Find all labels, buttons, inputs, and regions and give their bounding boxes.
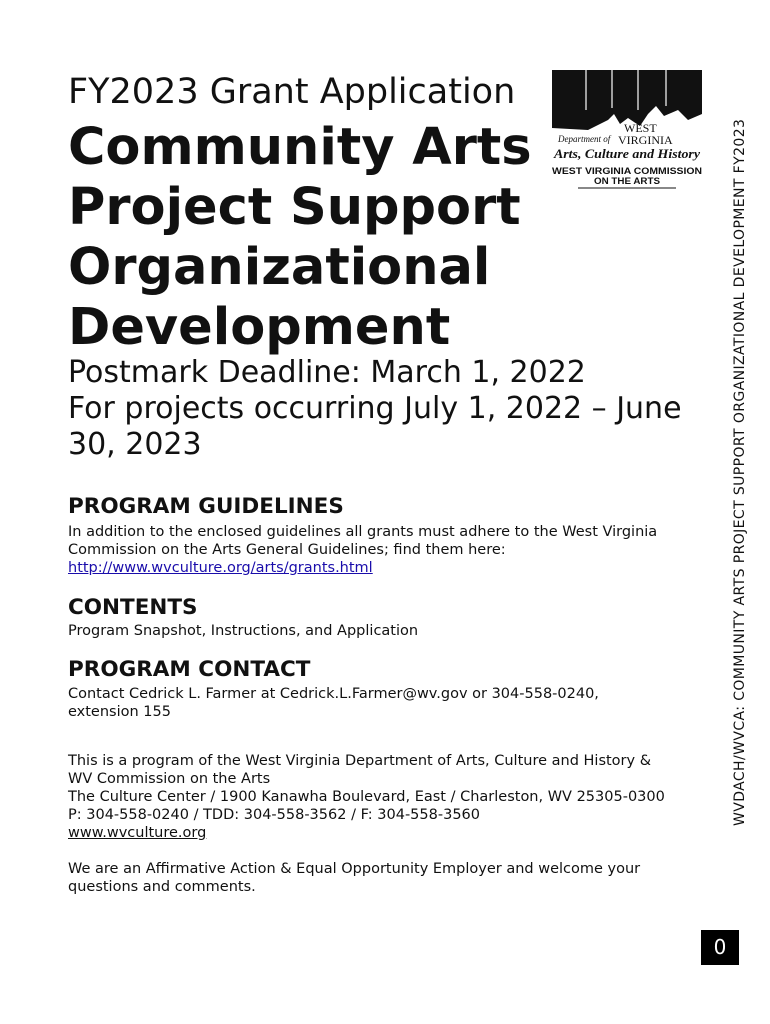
title-line: Organizational: [68, 238, 491, 297]
logo-virginia-text: VIRGINIA: [618, 133, 673, 147]
phone-line: P: 304-558-0240 / TDD: 304-558-3562 / F: 304-558-3560: [68, 807, 480, 823]
wv-arts-logo: [548, 70, 704, 192]
title-line: Community Arts: [68, 118, 532, 177]
contents-text: Program Snapshot, Instructions, and Application: [68, 623, 419, 639]
eeo-line: questions and comments.: [68, 879, 256, 895]
guidelines-text: [68, 523, 708, 577]
website-link[interactable]: www.wvculture.org: [68, 825, 207, 841]
org-line: WV Commission on the Arts: [68, 771, 271, 787]
logo-west-text: WEST: [624, 121, 657, 135]
deadline-block: [68, 355, 708, 463]
logo-commission-text: WEST VIRGINIA COMMISSION: [552, 166, 702, 176]
contact-heading: PROGRAM CONTACT: [68, 657, 311, 682]
title-line: Project Support: [68, 178, 521, 237]
organization-info: [68, 752, 708, 842]
guidelines-line: In addition to the enclosed guidelines all grants must adhere to the West Virginia: [68, 524, 658, 540]
logo-on-the-arts-text: ON THE ARTS: [594, 176, 660, 186]
program-title: [68, 118, 548, 358]
address-line: The Culture Center / 1900 Kanawha Boulevard, East / Charleston, WV 25305-0300: [68, 789, 665, 805]
vertical-side-label: WVDACH/WVCA: COMMUNITY ARTS PROJECT SUPPORT ORGANIZATIONAL DEVELOPMENT FY2023: [732, 118, 748, 826]
page-number-box: 0: [701, 930, 739, 965]
org-line: This is a program of the West Virginia Department of Arts, Culture and History &: [68, 753, 652, 769]
guidelines-heading: PROGRAM GUIDELINES: [68, 494, 344, 519]
postmark-deadline: Postmark Deadline: March 1, 2022: [68, 355, 586, 390]
logo-arts-culture-text: Arts, Culture and History: [552, 147, 701, 161]
logo-dept-text: Department of: [558, 134, 611, 144]
application-subtitle: FY2023 Grant Application: [68, 72, 516, 112]
eeo-statement: [68, 860, 708, 896]
title-line: Development: [68, 298, 451, 357]
contact-text: [68, 685, 708, 721]
guidelines-link[interactable]: http://www.wvculture.org/arts/grants.html: [68, 560, 373, 576]
contents-heading: CONTENTS: [68, 595, 198, 620]
contact-line: extension 155: [68, 704, 171, 720]
project-period-line1: For projects occurring July 1, 2022 – June: [68, 391, 682, 426]
guidelines-line: Commission on the Arts General Guidelines; find them here:: [68, 542, 506, 558]
project-period-line2: 30, 2023: [68, 427, 202, 462]
eeo-line: We are an Affirmative Action & Equal Opportunity Employer and welcome your: [68, 861, 641, 877]
contact-line: Contact Cedrick L. Farmer at Cedrick.L.Farmer@wv.gov or 304-558-0240,: [68, 686, 599, 702]
